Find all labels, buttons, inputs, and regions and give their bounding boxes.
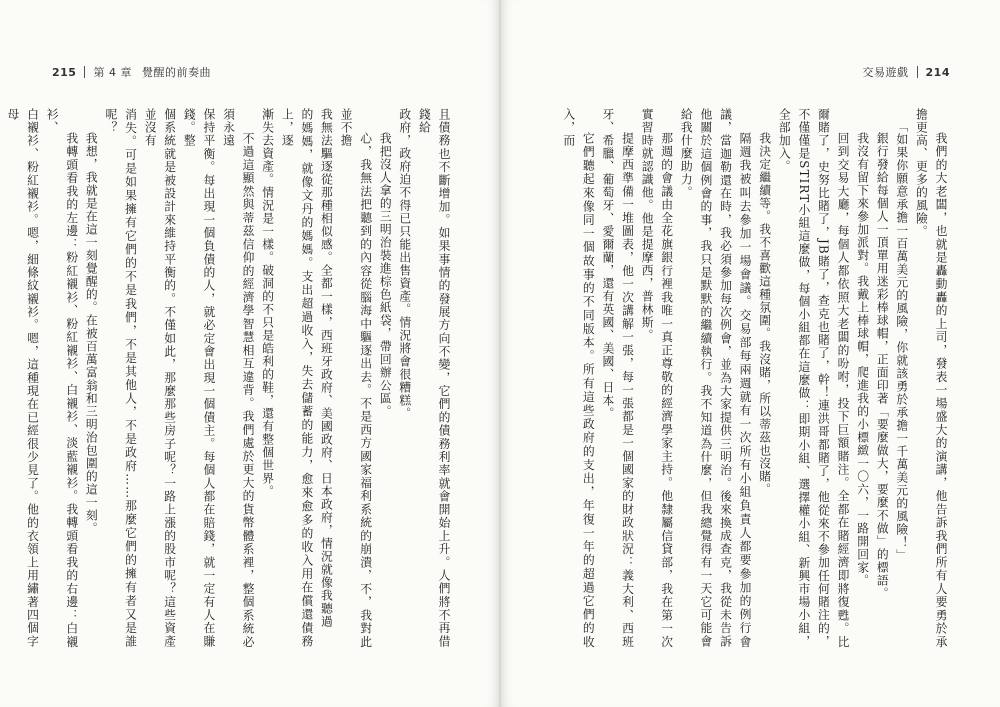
left-page-header [52,64,211,80]
left-page [0,0,499,707]
left-page-number: 215 [52,65,77,79]
paragraph: 保持平衡。每出現一個負債的人，就必定會出現一個債主。每個人都在賠錢，就一定有人在賺錢。整 [182,108,216,648]
paragraph: 心，我無法把聽到的內容從腦海中驅逐出去。不是西方國家福利系統的崩潰，不，我對此並不擔 [339,108,373,648]
paragraph: 我轉頭看我的左邊：粉紅襯衫、粉紅襯衫、白襯衫、淡藍襯衫。我轉頭看我的右邊：白襯衫、 [45,108,79,648]
paragraph: 我決定繼續等。我不喜歡這種氛圍。我沒賭，所以蒂茲也沒賭。 [757,131,772,496]
paragraph: 不過這顯然與蒂茲信仰的經濟學智慧相互違背。我們處於更大的貨幣體系裡，整個系統必須永遠 [221,108,256,648]
paragraph: 它們聽起來像同一個故事的不同版本。所有這些政府的支出，年復一年的超過它們的收入，而 [561,108,596,648]
paragraph: 且債務也不斷增加。如果事情的發展方向不變，它們的債務利率就會開始上升。人們將不再借錢給 [417,108,451,648]
right-page [501,0,1000,707]
paragraph: 隔週我被叫去參加一場會議。交易部每兩週就有一次所有小組負責人都要參加的例行會議，當迦勒還在時，我必須參加每次例會，並為大家提供三明治。後來換成查克，我從未告訴他關於這個例會的事，我只是默默的繼續執行。我不知道為什麼，但我總覺得有一天它可能會給我什麼助力。 [679,108,753,648]
chapter-title: 覺醒的前奏曲 [141,66,211,79]
paragraph: 我沒有留下來參加派對。我戴上棒球帽，爬進我的小標緻一〇六，一路開回家。 [855,131,870,587]
paragraph: 我們的大老闆，也就是轟動轟的上司，發表一場盛大的演講，他告訴我們所有人要勇於承擔更高、更多的風險。 [914,108,948,648]
header-separator [84,66,85,78]
paragraph: 的媽媽，就像文丹的媽媽。支出超過收入，失去儲蓄的能力，愈來愈多的收入用在償還債務上，逐 [280,108,314,648]
right-page-header [863,64,950,80]
quote-paragraph: 「如果你願意承擔一百萬美元的風險，你就該勇於承擔一千萬美元的風險！」 [894,119,909,562]
paragraph: 我無法驅逐從那種相似感。全都一樣，西班牙政府、美國政府、日本政府，情況就像我聽過 [319,108,334,628]
header-separator [917,66,918,78]
paragraph: 個系統就是被設計來維持平衡的。不僅如此，那麼那些房子呢？一路上漲的股市呢？這些資產並沒有 [143,108,177,648]
paragraph: 我把沒人拿的三明治裝進棕色紙袋，帶回辦公區。 [378,131,393,418]
paragraph: 漸失去資產。情況是一樣。破洞的不只是皓利的鞋，還有整個世界。 [260,108,275,498]
paragraph: 我想，我就是在這一刻覺醒的。在被百萬富翁和三明治包圍的這一刻。 [84,131,99,535]
left-page-body [5,108,453,648]
paragraph [0,108,2,648]
paragraph: 那週的會議由全花旗銀行裡我唯一真正尊敬的經濟學家主持。他隸屬信貸部，我在第一次實習時就認識他。他是提摩西，普林斯。 [640,108,674,648]
right-page-number: 214 [925,65,950,79]
chapter-label: 第 4 章 [93,66,132,79]
paragraph: 銀行發給每個人一頂單用迷彩棒球帽，正面印著「要麼做大，要麼不做」的標語。 [875,131,890,600]
paragraph: 白襯衫、粉紅襯衫。嗯，細條紋襯衫。嗯，這種現在已經很少見了。他的衣領上用繡著四個字母 [5,108,40,648]
paragraph: 提摩西準備一堆圖表，他一次講解一張，每一張都是一個國家的財政狀況：義大利、西班牙、希臘、葡萄牙、愛爾蘭，還有英國、美國、日本。 [600,108,635,648]
right-page-body [545,108,950,648]
running-title: 交易遊戲 [862,66,909,79]
paragraph: 政府，政府迫不得已只能出售資產。情況將會很糟糕。 [397,108,412,420]
paragraph: 消失。可是如果擁有它們的不是我們，不是其他人，不是政府……那麼它們的擁有者又是誰呢？ [103,108,138,648]
paragraph: 回到交易大廳，每個人都依照大老闆的吩咐，投下巨額賭注。全都在賭經濟即將復甦。比爾賭了，史努比賭了，JB賭了，查克也賭了，幹！連洪哥都賭了，他從來不參加任何賭注的，不僅僅是STIRT小組這麼做，每個小組都在這麼做：即期小組、選擇權小組、新興市場小組，全部加入。 [777,108,851,648]
